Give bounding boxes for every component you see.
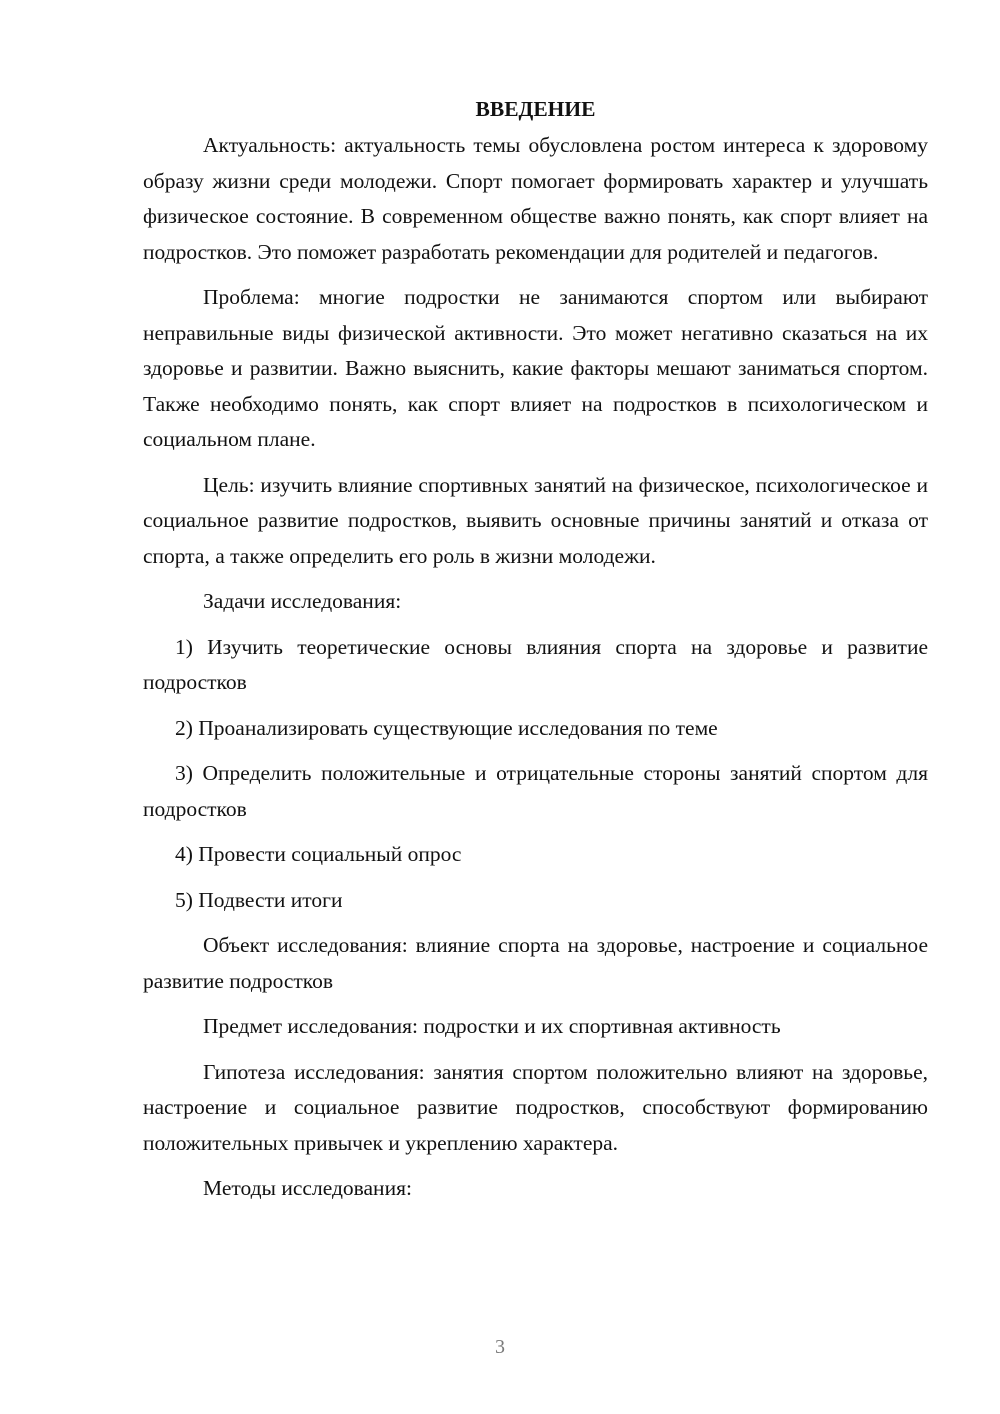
subject-paragraph: Предмет исследования: подростки и их спортивная активность bbox=[203, 1014, 781, 1038]
relevance-paragraph: Актуальность: актуальность темы обусловлена ростом интереса к здоровому образу жизни среди молодежи. Спорт помогает формировать характер и улучшать физическое состояние. В современном обществе важно понять, как спорт влияет на подростков. Это поможет разработать рекомендации для родителей и педагогов. bbox=[143, 133, 928, 264]
section-title: ВВЕДЕНИЕ bbox=[475, 97, 596, 121]
task-item-2: 2) Проанализировать существующие исследования по теме bbox=[175, 715, 718, 740]
page-number: 3 bbox=[495, 1336, 505, 1358]
task-item-5: 5) Подвести итоги bbox=[175, 887, 343, 912]
task-item-3: 3) Определить положительные и отрицательные стороны занятий спортом для подростков bbox=[143, 761, 928, 821]
object-paragraph: Объект исследования: влияние спорта на здоровье, настроение и социальное развитие подростков bbox=[143, 933, 928, 993]
task-item-4: 4) Провести социальный опрос bbox=[175, 842, 462, 866]
problem-paragraph: Проблема: многие подростки не занимаются спортом или выбирают неправильные виды физической активности. Это может негативно сказаться на их здоровье и развитии. Важно выяснить, какие факторы мешают заниматься спортом. Также необходимо понять, как спорт влияет на подростков в психологическом и социальном плане. bbox=[143, 285, 928, 451]
task-item-1: 1) Изучить теоретические основы влияния спорта на здоровье и развитие подростков bbox=[143, 634, 928, 694]
tasks-heading: Задачи исследования: bbox=[203, 589, 402, 613]
hypothesis-paragraph: Гипотеза исследования: занятия спортом положительно влияют на здоровье, настроение и социальное развитие подростков, способствуют формированию положительных привычек и укреплению характера. bbox=[143, 1059, 928, 1155]
methods-heading: Методы исследования: bbox=[203, 1176, 412, 1200]
tasks-list bbox=[143, 630, 928, 919]
goal-paragraph: Цель: изучить влияние спортивных занятий на физическое, психологическое и социальное развитие подростков, выявить основные причины занятий и отказа от спорта, а также определить его роль в жизни молодежи. bbox=[143, 472, 928, 568]
page-content bbox=[143, 92, 928, 1217]
